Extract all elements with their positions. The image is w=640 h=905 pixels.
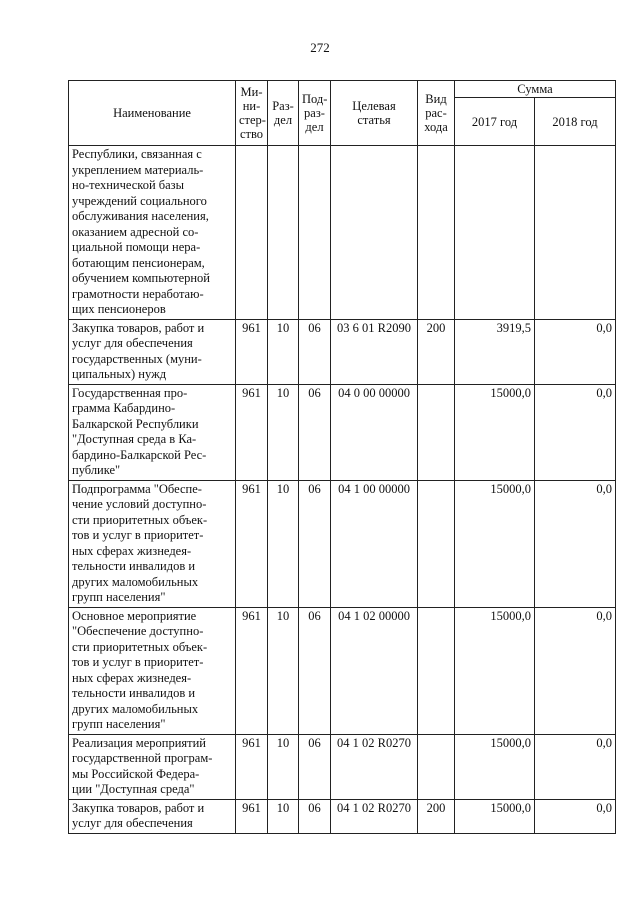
header-year-2018: 2018 год (535, 98, 616, 146)
target-article-cell: 03 6 01 R2090 (331, 319, 418, 384)
name-line: Подпрограмма "Обеспе- (72, 481, 202, 496)
name-line: ботающим пенсионерам, (72, 255, 205, 270)
name-cell (69, 384, 236, 480)
ministry-cell: 961 (236, 799, 268, 833)
name-line: бардино-Балкарской Рес- (72, 447, 207, 462)
subsection-cell: 06 (299, 319, 331, 384)
name-line: государственных (муни- (72, 351, 202, 366)
ministry-cell: 961 (236, 480, 268, 607)
name-line: мы Российской Федера- (72, 766, 200, 781)
table-row (69, 480, 616, 607)
ministry-cell: 961 (236, 607, 268, 734)
name-line: "Доступная среда в Ка- (72, 432, 197, 446)
target-article-cell: 04 1 02 R0270 (331, 799, 418, 833)
header-expense-type: Вид рас- хода (418, 81, 455, 146)
name-cell (69, 146, 236, 320)
expense-type-cell (418, 734, 455, 799)
target-article-cell: 04 1 02 00000 (331, 607, 418, 734)
header-target-article: Целевая статья (331, 81, 418, 146)
name-line: сти приоритетных объек- (72, 512, 208, 527)
name-line: групп населения" (72, 590, 166, 604)
target-article-cell: 04 1 00 00000 (331, 480, 418, 607)
table-body (69, 146, 616, 834)
name-line: Основное мероприятие (72, 608, 197, 623)
header-ministry: Ми- ни- стер- ство (236, 81, 268, 146)
name-line: других маломобильных (72, 701, 199, 716)
name-line: укреплением материаль- (72, 162, 204, 177)
expense-type-cell: 200 (418, 799, 455, 833)
name-cell (69, 319, 236, 384)
subsection-cell: 06 (299, 480, 331, 607)
name-line: оказанием адресной со- (72, 224, 199, 239)
name-line: групп населения" (72, 717, 166, 731)
name-line: Балкарской Республики (72, 416, 199, 431)
ministry-cell (236, 146, 268, 320)
name-line: услуг для обеспечения (72, 336, 193, 350)
name-line: государственной програм- (72, 751, 213, 765)
target-article-cell: 04 0 00 00000 (331, 384, 418, 480)
name-line: чение условий доступно- (72, 497, 207, 511)
name-cell (69, 607, 236, 734)
sum-2017-cell: 15000,0 (455, 480, 535, 607)
name-line: грамма Кабардино- (72, 401, 176, 415)
name-line: "Обеспечение доступно- (72, 624, 204, 638)
name-line: Закупка товаров, работ и (72, 800, 205, 815)
name-line: Закупка товаров, работ и (72, 320, 205, 335)
table-row (69, 799, 616, 833)
header-year-2017: 2017 год (455, 98, 535, 146)
name-cell (69, 734, 236, 799)
name-line: обучением компьютерной (72, 271, 210, 285)
name-line: тов и услуг в приоритет- (72, 528, 204, 542)
sum-2018-cell: 0,0 (535, 607, 616, 734)
name-line: публике" (72, 463, 121, 477)
name-line: но-технической базы (72, 178, 185, 192)
sum-2017-cell: 3919,5 (455, 319, 535, 384)
section-cell: 10 (268, 480, 299, 607)
section-cell (268, 146, 299, 320)
target-article-cell (331, 146, 418, 320)
table-row (69, 607, 616, 734)
name-line: обслуживания населения, (72, 209, 209, 223)
name-line: ных сферах жизнедея- (72, 670, 192, 685)
subsection-cell (299, 146, 331, 320)
table-row (69, 319, 616, 384)
table-row (69, 384, 616, 480)
ministry-cell: 961 (236, 384, 268, 480)
header-name: Наименование (69, 81, 236, 146)
expense-type-cell (418, 480, 455, 607)
subsection-cell: 06 (299, 734, 331, 799)
table-row (69, 146, 616, 320)
sum-2018-cell: 0,0 (535, 384, 616, 480)
name-line: Реализация мероприятий (72, 735, 206, 750)
ministry-cell: 961 (236, 734, 268, 799)
name-line: других маломобильных (72, 574, 199, 589)
section-cell: 10 (268, 319, 299, 384)
sum-2018-cell: 0,0 (535, 799, 616, 833)
name-line: грамотности неработаю- (72, 286, 204, 301)
sum-2018-cell: 0,0 (535, 319, 616, 384)
sum-2017-cell: 15000,0 (455, 799, 535, 833)
expense-type-cell (418, 384, 455, 480)
name-line: Государственная про- (72, 385, 188, 400)
name-cell (69, 480, 236, 607)
name-line: щих пенсионеров (72, 302, 166, 316)
name-line: циальной помощи нера- (72, 240, 201, 254)
subsection-cell: 06 (299, 607, 331, 734)
name-line: тов и услуг в приоритет- (72, 655, 204, 669)
subsection-cell: 06 (299, 384, 331, 480)
name-line: тельности инвалидов и (72, 686, 196, 700)
ministry-cell: 961 (236, 319, 268, 384)
section-cell: 10 (268, 607, 299, 734)
name-line: ции "Доступная среда" (72, 782, 195, 796)
name-line: ципальных) нужд (72, 367, 167, 381)
name-line: учреждений социального (72, 193, 207, 208)
expense-type-cell (418, 146, 455, 320)
expense-type-cell (418, 607, 455, 734)
table-header (69, 81, 616, 146)
budget-table (68, 80, 616, 834)
sum-2018-cell: 0,0 (535, 734, 616, 799)
target-article-cell: 04 1 02 R0270 (331, 734, 418, 799)
sum-2017-cell (455, 146, 535, 320)
sum-2018-cell: 0,0 (535, 480, 616, 607)
sum-2017-cell: 15000,0 (455, 734, 535, 799)
sum-2017-cell: 15000,0 (455, 607, 535, 734)
name-line: ных сферах жизнедея- (72, 543, 192, 558)
header-subsection: Под- раз- дел (299, 81, 331, 146)
name-line: Республики, связанная с (72, 147, 202, 161)
page-number: 272 (310, 40, 330, 55)
header-sum: Сумма (455, 81, 616, 98)
name-cell (69, 799, 236, 833)
name-line: сти приоритетных объек- (72, 639, 208, 654)
table-row (69, 734, 616, 799)
sum-2018-cell (535, 146, 616, 320)
header-section: Раз- дел (268, 81, 299, 146)
section-cell: 10 (268, 799, 299, 833)
subsection-cell: 06 (299, 799, 331, 833)
section-cell: 10 (268, 384, 299, 480)
name-line: тельности инвалидов и (72, 559, 196, 573)
sum-2017-cell: 15000,0 (455, 384, 535, 480)
expense-type-cell: 200 (418, 319, 455, 384)
name-line: услуг для обеспечения (72, 816, 193, 830)
section-cell: 10 (268, 734, 299, 799)
